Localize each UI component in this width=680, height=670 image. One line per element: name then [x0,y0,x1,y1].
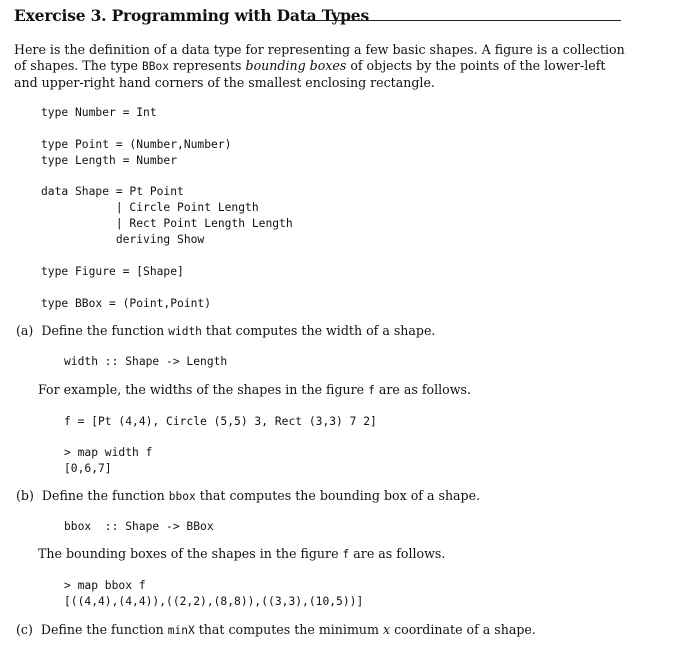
part-b-repl-cmd: > map bbox f [64,579,146,592]
intro-paragraph [14,42,626,91]
intro-text-1: Here is the definition of a data type for representing a few basic shapes. A figure is a collection of shapes. The type [14,42,625,73]
part-b-text-pre: Define the function [41,488,169,503]
code-type-point: type Point = (Number,Number) [41,138,232,151]
part-b-example-var: f [342,548,350,561]
part-a-question [16,323,435,338]
part-b-fn: bbox [168,490,196,503]
part-a-example-post: are as follows. [374,382,471,397]
code-shape-rect: | Rect Point Length Length [41,217,293,230]
heading-rule [303,20,621,21]
code-type-number: type Number = Int [41,106,157,119]
intro-bbox-code: BBox [141,60,169,73]
part-b-repl-out: [((4,4),(4,4)),((2,2),(8,8)),((3,3),(10,5))] [64,595,364,608]
part-b-example [38,546,445,561]
part-a-repl-out: [0,6,7] [64,462,112,475]
exercise-heading: Exercise 3. Programming with Data Types [14,6,369,25]
intro-emphasis: bounding boxes [245,58,347,73]
part-a-text-post: that computes the width of a shape. [201,323,436,338]
part-c-var-x: x [382,622,391,637]
code-deriving-show: deriving Show [41,233,205,246]
intro-text-2: represents [168,58,246,73]
part-c-question [16,622,536,637]
code-data-shape: data Shape = Pt Point [41,185,184,198]
part-b-example-pre: The bounding boxes of the shapes in the figure [38,546,343,561]
part-a-text-pre: Define the function [41,323,169,338]
part-b-label: (b) [16,488,34,503]
part-b-text-post: that computes the bounding box of a shape. [195,488,481,503]
code-type-length: type Length = Number [41,154,178,167]
part-a-example [38,382,471,397]
part-a-example-var: f [368,384,375,397]
part-a-figure-def: f = [Pt (4,4), Circle (5,5) 3, Rect (3,3) 7 2] [64,415,377,428]
part-a-repl-cmd: > map width f [64,446,153,459]
part-c-text-mid: that computes the minimum [194,622,383,637]
part-a-fn: width [168,325,202,338]
part-a-label: (a) [16,323,34,338]
code-type-bbox: type BBox = (Point,Point) [41,297,212,310]
part-c-text-post: coordinate of a shape. [390,622,536,637]
part-b-question [16,488,480,503]
code-shape-circle: | Circle Point Length [41,201,259,214]
part-c-fn: minX [167,624,195,637]
part-c-label: (c) [16,622,33,637]
part-a-signature: width :: Shape -> Length [64,355,228,368]
part-c-text-pre: Define the function [40,622,168,637]
part-a-example-pre: For example, the widths of the shapes in the figure [38,382,369,397]
code-type-figure: type Figure = [Shape] [41,265,184,278]
part-b-signature: bbox :: Shape -> BBox [64,520,214,533]
intro-text-3: of objects by the points of the lower-left and upper-right hand corners of the smallest enclosing rectangle. [14,58,606,90]
part-b-example-post: are as follows. [349,546,446,561]
